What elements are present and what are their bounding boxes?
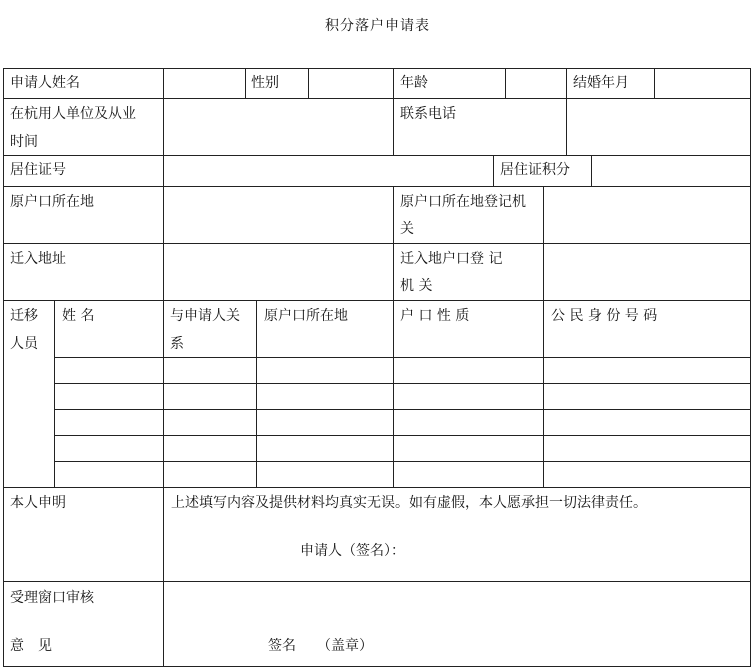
migrant-row[interactable] xyxy=(55,384,750,409)
origin-registration-field[interactable] xyxy=(544,187,750,243)
col-relation-header-line1: 与申请人关 xyxy=(170,308,240,324)
applicant-signature-label: 申请人（签名）： xyxy=(300,543,405,559)
origin-hukou-label: 原户口所在地 xyxy=(10,194,94,210)
review-label: 受理窗口审核 xyxy=(10,590,94,606)
col-id-header: 公 民 身 份 号 码 xyxy=(551,308,658,324)
migrant-row[interactable] xyxy=(55,436,750,461)
applicant-name-label: 申请人姓名 xyxy=(10,75,80,91)
move-registration-field[interactable] xyxy=(544,244,750,300)
residence-permit-no-field[interactable] xyxy=(164,156,493,186)
applicant-signature-field[interactable] xyxy=(420,537,670,565)
migrant-row[interactable] xyxy=(55,410,750,435)
migrant-row[interactable] xyxy=(55,358,750,383)
residence-permit-no-label: 居住证号 xyxy=(10,162,66,178)
marriage-date-field[interactable] xyxy=(655,69,750,98)
col-origin-header: 原户口所在地 xyxy=(264,308,348,324)
applicant-name-field[interactable] xyxy=(164,69,245,98)
origin-registration-label-line2: 关 xyxy=(400,221,414,237)
age-field[interactable] xyxy=(506,69,566,98)
employer-field[interactable] xyxy=(164,99,393,155)
origin-hukou-field[interactable] xyxy=(164,187,393,243)
phone-field[interactable] xyxy=(567,99,750,155)
move-registration-label-line2: 机 关 xyxy=(400,278,433,294)
marriage-date-label: 结婚年月 xyxy=(573,75,629,91)
gender-label: 性别 xyxy=(251,75,279,91)
gender-field[interactable] xyxy=(309,69,393,98)
col-relation-header-line2: 系 xyxy=(170,336,184,352)
phone-label: 联系电话 xyxy=(400,106,456,122)
employer-label-line1: 在杭用人单位及从业 xyxy=(10,106,136,122)
col-name-header: 姓 名 xyxy=(62,308,95,324)
page-title: 积分落户申请表 xyxy=(325,18,430,34)
origin-registration-label-line1: 原户口所在地登记机 xyxy=(400,194,526,210)
declaration-text: 上述填写内容及提供材料均真实无误。如有虚假，本人愿承担一切法律责任。 xyxy=(171,495,647,511)
age-label: 年龄 xyxy=(400,75,428,91)
move-address-label: 迁入地址 xyxy=(10,251,66,267)
move-address-field[interactable] xyxy=(164,244,393,300)
residence-points-label: 居住证积分 xyxy=(500,162,570,178)
employer-label-line2: 时间 xyxy=(10,134,38,150)
col-hukou-type-header: 户 口 性 质 xyxy=(400,308,470,324)
movers-label-line2: 人员 xyxy=(10,336,38,352)
movers-label-line1: 迁移 xyxy=(10,308,38,324)
sign-seal-label: 签名 （盖章） xyxy=(268,638,373,654)
migrant-row[interactable] xyxy=(55,462,750,487)
review-opinion-field[interactable] xyxy=(164,582,750,627)
declaration-label: 本人申明 xyxy=(10,495,66,511)
residence-points-field[interactable] xyxy=(592,156,750,186)
move-registration-label-line1: 迁入地户口登 记 xyxy=(400,251,503,267)
opinion-label: 意 见 xyxy=(10,638,52,654)
